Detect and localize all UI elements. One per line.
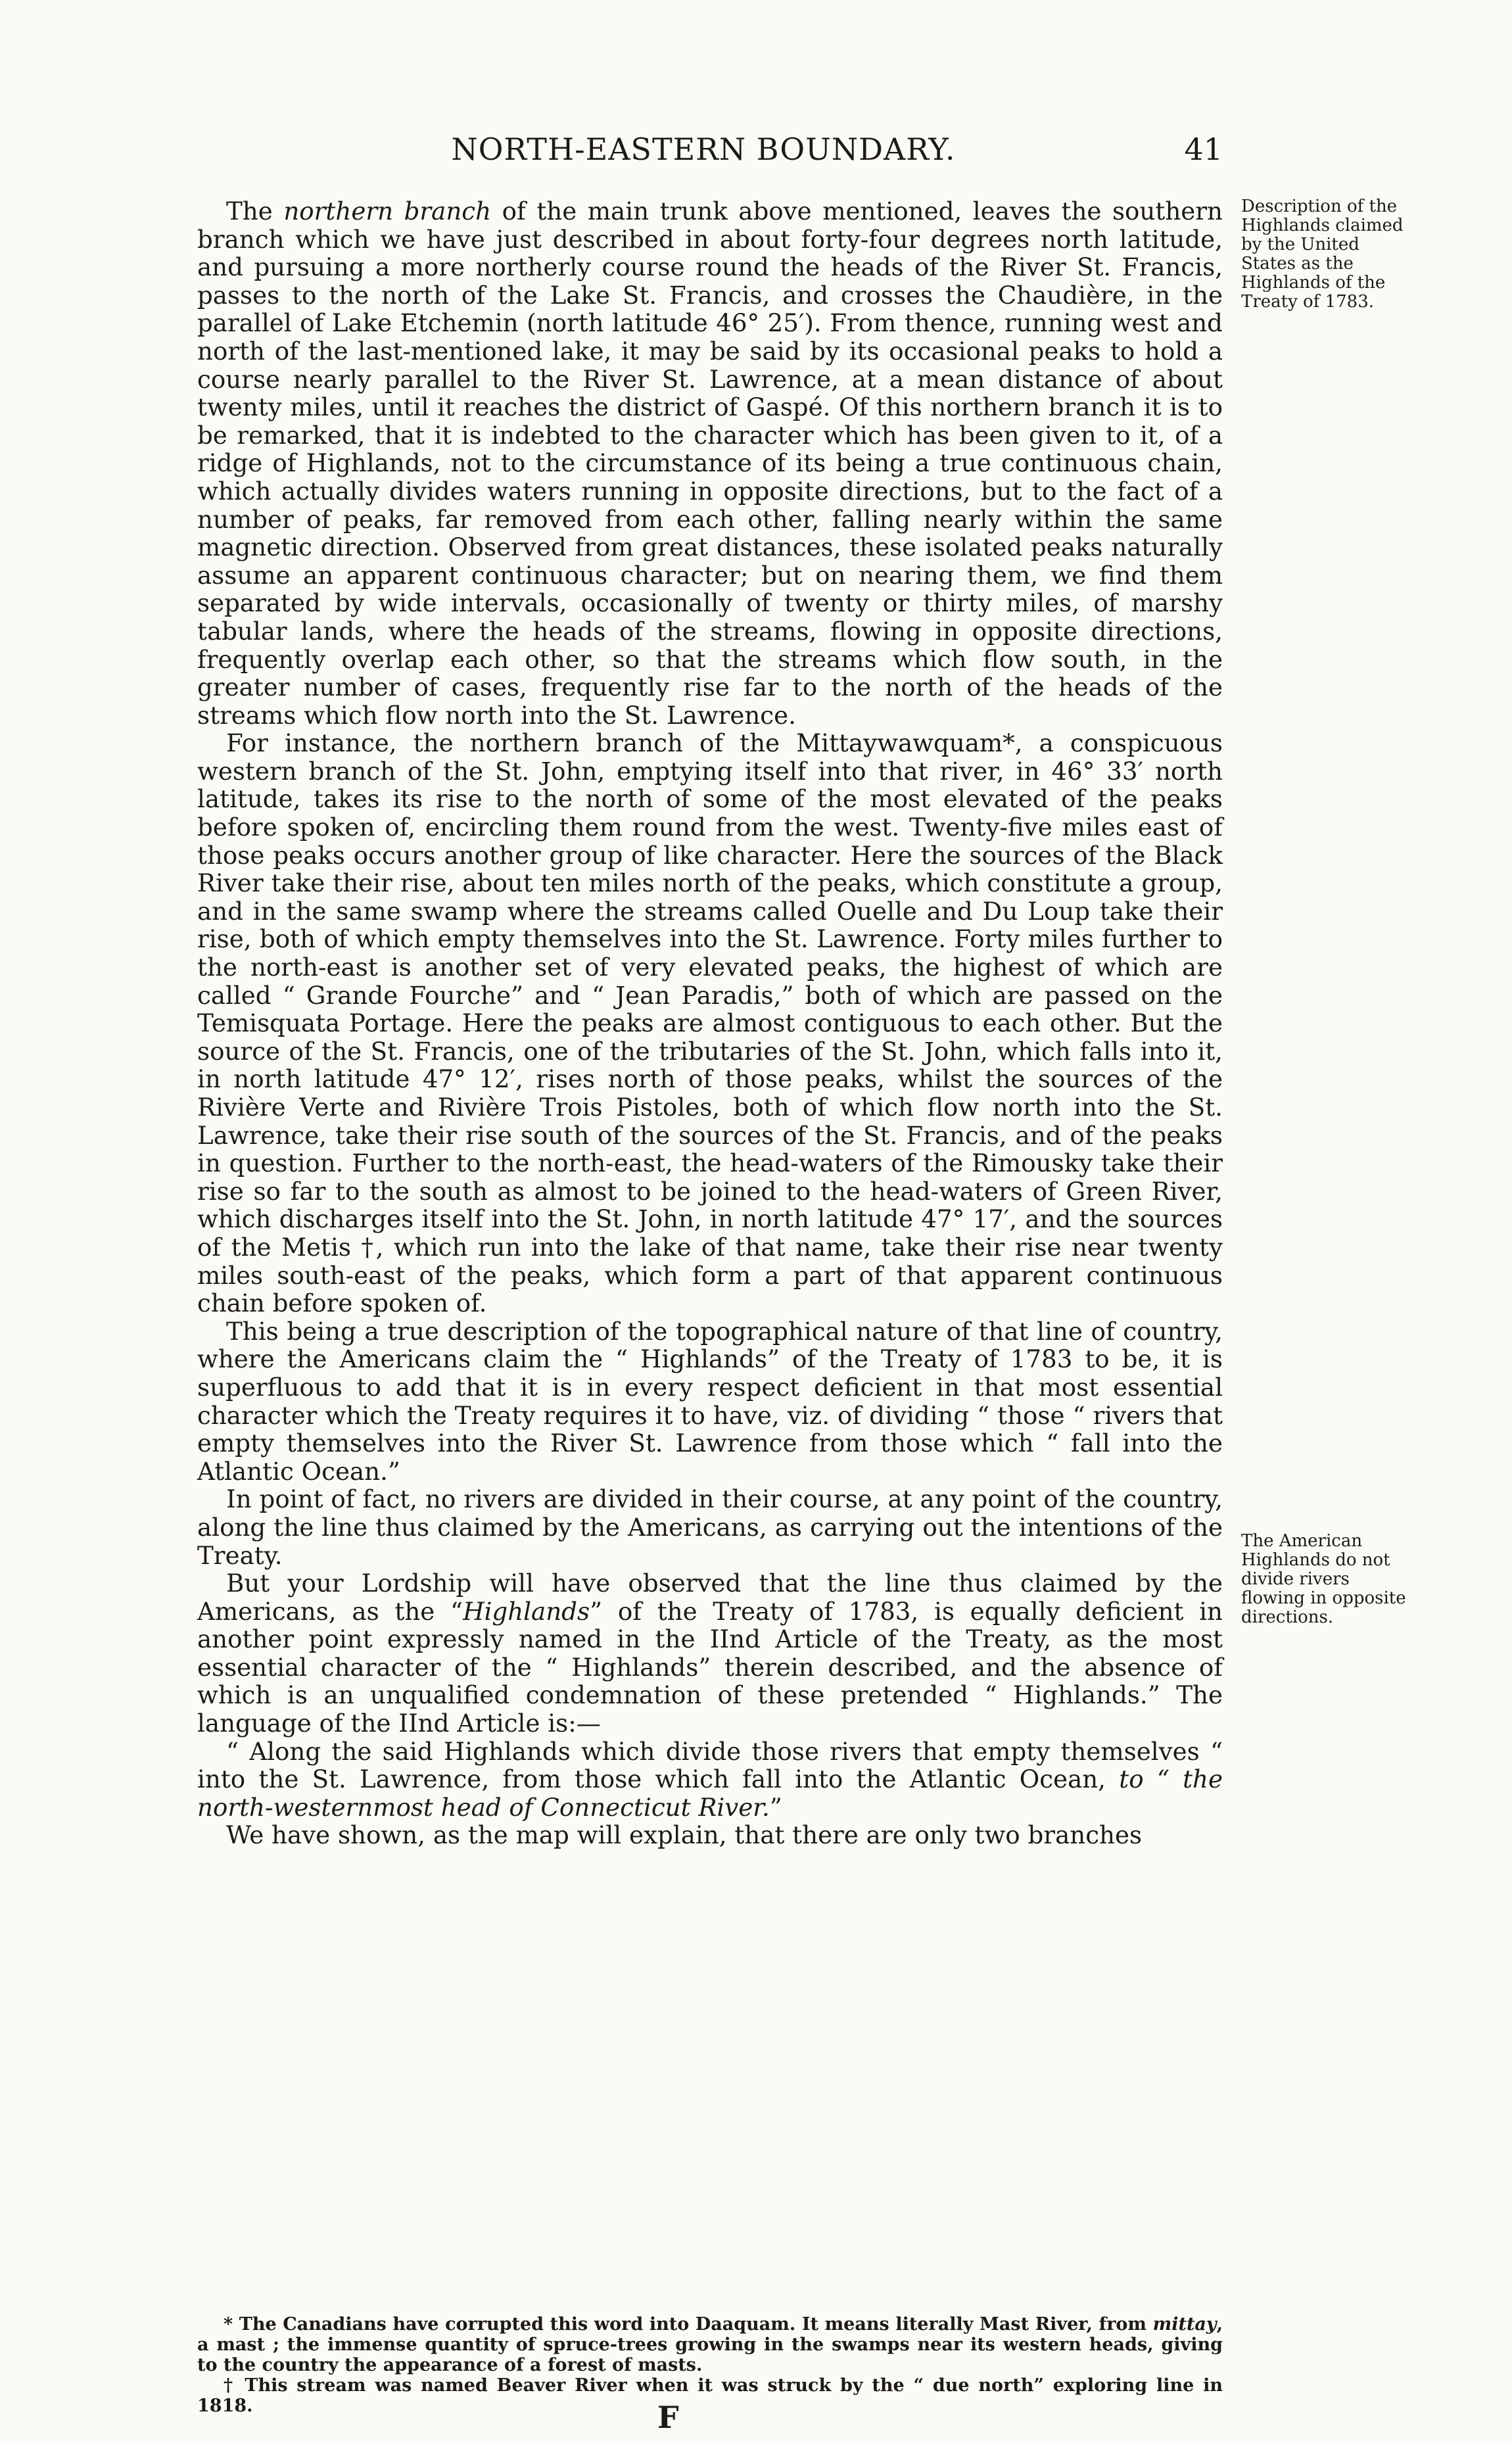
paragraph-text: ” of the Treaty of 1783, is equally deficient in another point expressly named in the IInd Article of the Treaty, as the most essential character of the “ Highlands” therein described, and the absence of which is an unqualified condemnation of these pretended “ Highlands.” The language of the IInd Article is:—	[197, 1596, 1223, 1738]
running-title: NORTH-EASTERN BOUNDARY.	[451, 131, 956, 167]
footnote-metis: † This stream was named Beaver River when it was struck by the “ due north” exploring line in 1818.	[197, 2375, 1223, 2416]
paragraph-text: But your Lordship will have observed that the line thus claimed by the Americans, as the “	[197, 1569, 1223, 1626]
paragraph-italic: Highlands	[463, 1596, 590, 1626]
signature-mark: F	[657, 2400, 679, 2435]
quote-italic: to “ the north-westernmost head of Connecticut River.	[197, 1765, 1223, 1822]
paragraph-lead: The	[226, 197, 284, 225]
footnote-text: * The Canadians have corrupted this word into Daaquam. It means literally Mast River, from	[224, 2314, 1153, 2335]
main-text	[197, 197, 1223, 1849]
footnote-text: , a mast ; the immense quantity of spruce-trees growing in the swamps near its western heads, giving to the country the appearance of a forest of masts.	[197, 2314, 1223, 2375]
quote-close: ”	[769, 1792, 782, 1822]
footnotes	[197, 2314, 1223, 2416]
paragraph-two-branches: We have shown, as the map will explain, that there are only two branches	[226, 1820, 1143, 1850]
page-header	[197, 131, 1223, 184]
margin-note-description: Description of the Highlands claimed by the United States as the Highlands of the Treaty of 1783.	[1241, 197, 1404, 312]
paragraph-text: of the main trunk above mentioned, leaves the southern branch which we have just described in about forty-four degrees north latitude, and pursuing a more northerly course round the heads of the River St. Francis, passes to the north of the Lake St. Francis, and crosses the Chaudière, in the parallel of Lake Etchemin (north latitude 46° 25′). From thence, running west and north of the last-mentioned lake, it may be said by its occasional peaks to hold a course nearly parallel to the River St. Lawrence, at a mean distance of about twenty miles, until it reaches the district of Gaspé. Of this northern branch it is to be remarked, that it is indebted to the character which has been given to it, of a ridge of Highlands, not to the circumstance of its being a true continuous chain, which actually divides waters running in opposite directions, but to the fact of a number of peaks, far removed from each other, falling nearly within the same magnetic direction. Observed from great distances, these isolated peaks naturally assume an apparent continuous character; but on nearing them, we find them separated by wide intervals, occasionally of twenty or thirty miles, of marshy tabular lands, where the heads of the streams, flowing in opposite directions, frequently overlap each other, so that the streams which flow south, in the greater number of cases, frequently rise far to the north of the heads of the streams which flow north into the St. Lawrence.	[197, 197, 1223, 730]
paragraph-point-of-fact: In point of fact, no rivers are divided in their course, at any point of the country, along the line thus claimed by the Americans, as carrying out the intentions of the Treaty.	[197, 1484, 1223, 1570]
paragraph-lead-italic: northern branch	[283, 197, 492, 225]
footnote-italic: mittay	[1152, 2314, 1217, 2335]
quote-text: “ Along the said Highlands which divide those rivers that empty themselves “ into the St. Lawrence, from those which fall into the Atlantic Ocean,	[197, 1736, 1223, 1794]
treaty-quote	[197, 1738, 1223, 1822]
paragraph-instance: For instance, the northern branch of the Mittaywawquam*, a conspicuous western branch of the St. John, emptying itself into that river, in 46° 33′ north latitude, takes its rise to the north of some of the most elevated of the peaks before spoken of, encircling them round from the west. Twenty-five miles east of those peaks occurs another group of like character. Here the sources of the Black River take their rise, about ten miles north of the peaks, which constitute a group, and in the same swamp where the streams called Ouelle and Du Loup take their rise, both of which empty themselves into the St. Lawrence. Forty miles further to the north-east is another set of very elevated peaks, the highest of which are called “ Grande Fourche” and “ Jean Paradis,” both of which are passed on the Temisquata Portage. Here the peaks are almost contiguous to each other. But the source of the St. Francis, one of the tributaries of the St. John, which falls into it, in north latitude 47° 12′, rises north of those peaks, whilst the sources of the Rivière Verte and Rivière Trois Pistoles, both of which flow north into the St. Lawrence, take their rise south of the sources of the St. Francis, and of the peaks in question. Further to the north-east, the head-waters of the Rimousky take their rise so far to the south as almost to be joined to the head-waters of Green River, which discharges itself into the St. John, in north latitude 47° 17′, and the sources of the Metis †, which run into the lake of that name, take their rise near twenty miles south-east of the peaks, which form a part of that apparent continuous chain before spoken of.	[197, 728, 1223, 1318]
footnote-mittaywawquam	[197, 2314, 1223, 2375]
paragraph-northern-branch	[197, 197, 1223, 729]
page-number: 41	[1184, 131, 1223, 167]
paragraph-lordship	[197, 1569, 1223, 1738]
paragraph-description: This being a true description of the topographical nature of that line of country, where the Americans claim the “ Highlands” of the Treaty of 1783 to be, it is superfluous to add that it is in every respect deficient in that most essential character which the Treaty requires it to have, viz. of dividing “ those “ rivers that empty themselves into the River St. Lawrence from those which “ fall into the Atlantic Ocean.”	[197, 1316, 1223, 1486]
margin-note-american-highlands: The American Highlands do not divide rivers flowing in opposite directions.	[1241, 1531, 1406, 1627]
